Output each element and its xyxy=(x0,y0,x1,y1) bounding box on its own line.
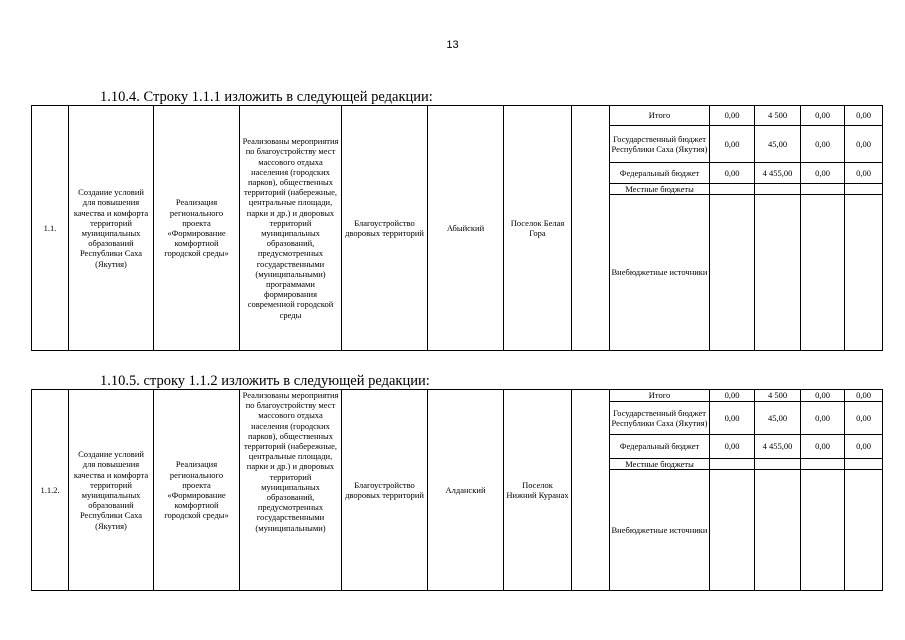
funding-value: 0,00 xyxy=(801,402,845,434)
funding-value xyxy=(710,195,755,350)
funding-value: 4 500 xyxy=(755,390,801,401)
funding-value xyxy=(845,459,882,469)
measures-cell: Реализованы мероприятия по благоустройству мест массового отдыха населения (городских парков), общественных территорий (набережные, центральные площади, парки и др.) и дворовых территорий муниципальных образований, предусмотренных государственными (муниципальными) xyxy=(240,390,342,590)
funding-table xyxy=(610,106,882,350)
funding-table xyxy=(610,390,882,590)
funding-value: 0,00 xyxy=(856,110,871,121)
measures-cell: Реализованы мероприятия по благоустройству мест массового отдыха населения (городских парков), общественных территорий (набережные, центральные площади, парки и др.) и дворовых территорий муниципальных образований, предусмотренных государственными (муниципальными) программами формирования современной городской среды xyxy=(240,106,342,350)
page-number: 13 xyxy=(446,39,459,51)
funding-value: 0,00 xyxy=(801,390,845,401)
row-number: 1.1.2. xyxy=(32,390,69,590)
amendment-table xyxy=(31,389,883,591)
section-heading: 1.10.4. Строку 1.1.1 изложить в следующей редакции: xyxy=(100,89,433,105)
funding-value xyxy=(801,470,845,590)
empty-cell xyxy=(572,390,610,590)
funding-value xyxy=(801,195,845,350)
funding-value xyxy=(755,459,801,469)
project-cell: Реализация регионального проекта «Формирование комфортной городской среды» xyxy=(154,106,240,350)
funding-source: Федеральный бюджет xyxy=(610,163,710,183)
funding-row xyxy=(610,184,882,195)
funding-value: 0,00 xyxy=(710,435,755,458)
district-cell: Алданский xyxy=(428,390,504,590)
funding-source: Федеральный бюджет xyxy=(610,435,710,458)
funding-source: Государственный бюджет Республики Саха (Якутия) xyxy=(610,126,710,162)
funding-value: 4 455,00 xyxy=(755,435,801,458)
funding-value: 0,00 xyxy=(710,126,755,162)
goal-cell: Создание условий для повышения качества и комфорта территорий муниципальных образований Республики Саха (Якутия) xyxy=(69,106,154,350)
funding-row xyxy=(610,390,882,402)
funding-value: 0,00 xyxy=(856,390,871,401)
funding-source: Итого xyxy=(610,106,710,125)
funding-source: Местные бюджеты xyxy=(610,184,710,194)
funding-value: 0,00 xyxy=(710,390,755,401)
funding-row xyxy=(610,163,882,184)
funding-row xyxy=(610,126,882,163)
funding-value: 0,00 xyxy=(801,106,845,125)
section-heading: 1.10.5. строку 1.1.2 изложить в следующей редакции: xyxy=(100,373,430,389)
funding-row xyxy=(610,402,882,435)
amendment-table xyxy=(31,105,883,351)
row-number: 1.1. xyxy=(32,106,69,350)
funding-value: 0,00 xyxy=(801,126,845,162)
funding-value xyxy=(845,184,882,194)
funding-value: 0,00 xyxy=(801,435,845,458)
funding-value xyxy=(755,195,801,350)
funding-value: 4 500 xyxy=(755,106,801,125)
funding-value xyxy=(845,470,882,590)
funding-value xyxy=(755,184,801,194)
goal-cell: Создание условий для повышения качества и комфорта территорий муниципальных образований Республики Саха (Якутия) xyxy=(69,390,154,590)
settlement-cell: Поселок Белая Гора xyxy=(504,106,572,350)
project-cell: Реализация регионального проекта «Формирование комфортной городской среды» xyxy=(154,390,240,590)
funding-value xyxy=(710,470,755,590)
empty-cell xyxy=(572,106,610,350)
funding-value: 45,00 xyxy=(755,126,801,162)
funding-value: 0,00 xyxy=(856,412,871,423)
funding-value: 0,00 xyxy=(856,441,871,452)
object-cell: Благоустройство дворовых территорий xyxy=(342,106,428,350)
funding-value: 0,00 xyxy=(856,167,871,178)
funding-source: Местные бюджеты xyxy=(610,459,710,469)
funding-value: 0,00 xyxy=(856,138,871,149)
funding-row xyxy=(610,195,882,350)
funding-value xyxy=(845,195,882,350)
funding-row xyxy=(610,470,882,590)
funding-row xyxy=(610,435,882,459)
object-cell: Благоустройство дворовых территорий xyxy=(342,390,428,590)
funding-source: Итого xyxy=(610,390,710,401)
funding-value: 0,00 xyxy=(710,106,755,125)
funding-source: Внебюджетные источники xyxy=(610,470,710,590)
funding-value: 4 455,00 xyxy=(755,163,801,183)
funding-value xyxy=(710,459,755,469)
funding-value: 0,00 xyxy=(801,163,845,183)
funding-row xyxy=(610,459,882,470)
district-cell: Абыйский xyxy=(428,106,504,350)
funding-value xyxy=(801,459,845,469)
funding-value: 45,00 xyxy=(755,402,801,434)
funding-source: Государственный бюджет Республики Саха (Якутия) xyxy=(610,402,710,434)
funding-value: 0,00 xyxy=(710,402,755,434)
settlement-cell: Поселок Нижний Куранах xyxy=(504,390,572,590)
funding-value xyxy=(755,470,801,590)
funding-value xyxy=(710,184,755,194)
funding-source: Внебюджетные источники xyxy=(610,195,710,350)
funding-row xyxy=(610,106,882,126)
funding-value xyxy=(801,184,845,194)
funding-value: 0,00 xyxy=(710,163,755,183)
